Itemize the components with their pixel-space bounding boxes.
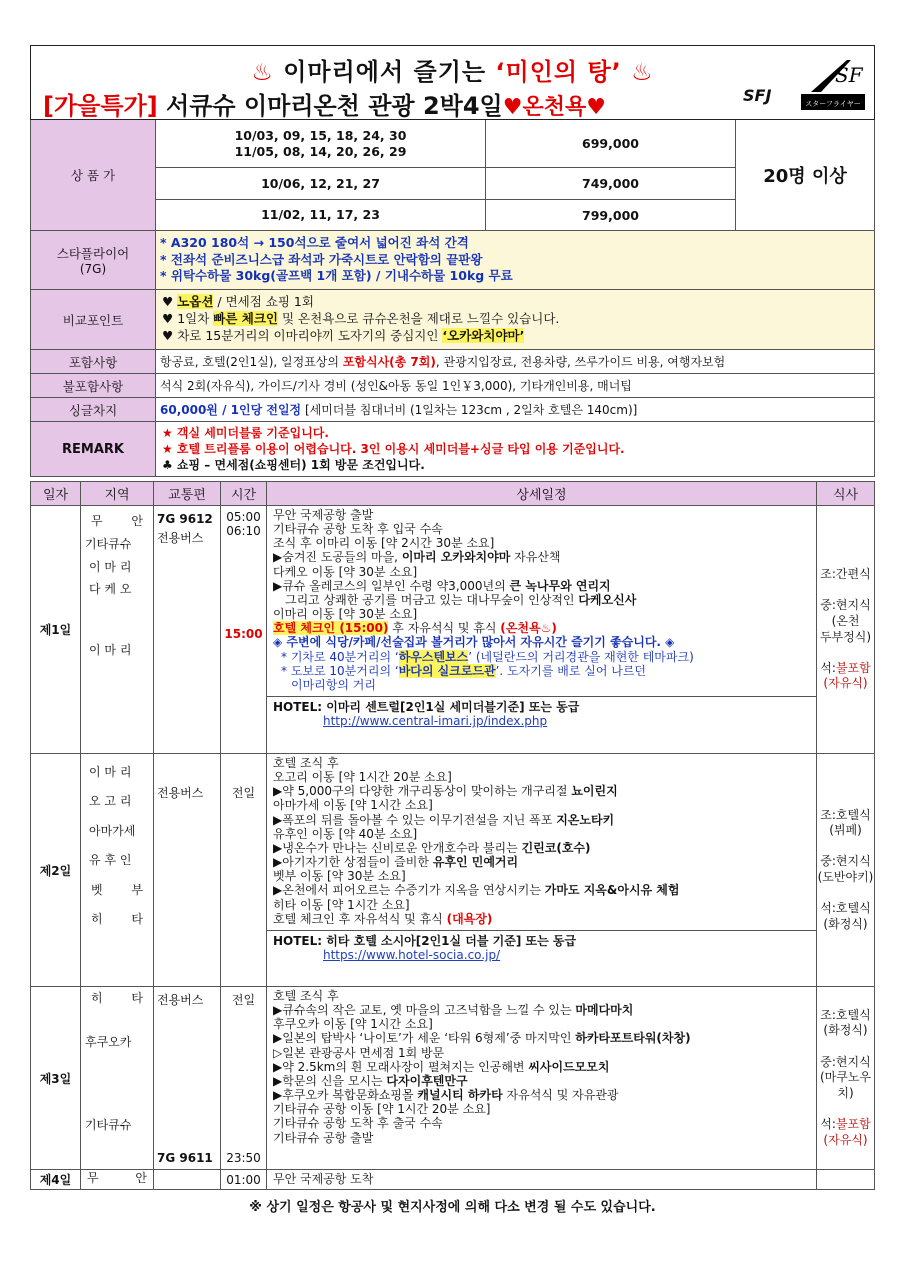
day2-regions: 이 마 리 오 고 리 아마가세 유 후 인 벳 부 히 타 [81,754,154,987]
col-meal: 식사 [817,482,875,506]
day1-hotel: HOTEL: 이마리 센트럴[2인1실 세미더블기준] 또는 동급 http://www.central-imari.jp/index.php [267,696,816,730]
day3-row: 제3일 히 타 후쿠오카 기타큐슈 전용버스 7G 9611 전일 23:50 호텔 조식 후 ▶큐슈속의 작은 교토, 옛 마을의 고즈넉함을 느낄 수 있는 마메다마치 후쿠오카 이동 [약 1시간 소요] ▶일본의 탑박사 ‘나이토’가 세운 ‘타워 6형제’중 마지막인 하카타포트타워(차창) ▷일본 관광공사 면세점 1회 방문 ▶약 2.5km의 흰 모래사장이 펼쳐지는 인공해변 씨사이드모모치 ▶학문의 신을 모시는 다자이후텐만구 ▶후쿠오카 복합문화쇼핑몰 캐널시티 하카타 자유석식 및 자유관광 기타큐슈 공항 이동 [약 1시간 20분 소요] 기타큐슈 공항 도착 후 출국 수속 기타큐슈 공항 출발 조:호텔식 (화정식) 중:현지식 (마쿠노우치) 석:불포함 (자유식) [31,987,875,1170]
price-amount-3: 799,000 [486,200,736,231]
day3-times: 전일 23:50 [221,987,267,1170]
starflyer-label: 스타플라이어 (7G) [31,231,156,290]
day4-row: 제4일 무 안 01:00 무안 국제공항 도착 [31,1170,875,1190]
price-amount-2: 749,000 [486,168,736,200]
day4-time: 01:00 [221,1170,267,1190]
included-label: 포함사항 [31,350,156,374]
remark-label: REMARK [31,422,156,477]
heart-icon: ♥ [162,311,174,327]
day4-details: 무안 국제공항 도착 [267,1170,817,1190]
hot-spring-icon: ♨ [251,58,274,86]
hot-spring-icon: ♨ [631,58,654,86]
remark-text: ★ 객실 세미더블룸 기준입니다. ★ 호텔 트리플룸 이용이 어렵습니다. 3인 이용시 세미더블+싱글 타입 이용 기준입니다. ♣ 쇼핑 – 면세점(쇼핑센터) 1회 방문 조건입니다. [156,422,875,477]
starflyer-details: * A320 180석 → 150석으로 줄여서 넓어진 좌석 간격 * 전좌석 준비즈니스급 좌석과 가죽시트로 안락함의 끝판왕 * 위탁수하물 30kg(골프백 1개 포함) / 기내수하물 10kg 무료 [156,231,875,290]
title-header [30,45,875,120]
day3-meals: 조:호텔식 (화정식) 중:현지식 (마쿠노우치) 석:불포함 (자유식) [817,987,875,1170]
day3-regions: 히 타 후쿠오카 기타큐슈 [81,987,154,1170]
product-info-table [30,119,875,477]
schedule-table [30,481,875,1190]
day2-time: 전일 [221,754,267,987]
title-line1: ♨ 이마리에서 즐기는 ‘미인의 탕’ ♨ [251,58,654,86]
starflyer-logo [801,58,865,110]
included-items: 항공료, 호텔(2인1실), 일정표상의 포함식사(총 7회), 관광지입장료, 전용차량, 쓰루가이드 비용, 여행자보험 [156,350,875,374]
brand-name: SFJ [743,86,772,105]
single-charge-label: 싱글차지 [31,398,156,422]
day2-details: 호텔 조식 후 오고리 이동 [약 1시간 20분 소요] ▶약 5,000구의 다양한 개구리동상이 맞이하는 개구리절 뇨이린지 아마가세 이동 [약 1시간 소요] ▶폭포의 뒤를 돌아볼 수 있는 이무기전설을 지닌 폭포 지온노타키 유후인 이동 [약 40분 소요] ▶냉온수가 만나는 신비로운 안개호수라 불리는 긴린코(호수) ▶아기자기한 상점들이 즐비한 유후인 민예거리 벳부 이동 [약 30분 소요] ▶온천에서 피어오르는 수증기가 지옥을 연상시키는 가마도 지옥&아시유 체험 히타 이동 [약 1시간 소요] 호텔 체크인 후 자유석식 및 휴식 (대욕장) HOTEL: 히타 호텔 소시아[2인1실 더블 기준] 또는 동급 https://www.hotel-socia.co.jp/ [267,754,817,987]
compare-points: ♥ 노옵션 / 면세점 쇼핑 1회 ♥ 1일차 빠른 체크인 및 온천욕으로 큐슈온천을 제대로 느낄수 있습니다. ♥ 차로 15분거리의 이마리야끼 도자기의 중심지인 ‘오카와치야마’ [156,290,875,350]
svg-text:スターフライヤー: スターフライヤー [805,100,861,108]
excluded-label: 불포함사항 [31,374,156,398]
day2-transport: 전용버스 [154,754,221,987]
excluded-items: 석식 2회(자유식), 가이드/기사 경비 (성인&아동 동일 1인￥3,000), 기타개인비용, 매너팁 [156,374,875,398]
day1-regions: 무 안 기타큐슈 이 마 리 다 케 오 이 마 리 [81,506,154,754]
day2-meals: 조:호텔식 (뷔페) 중:현지식 (도반야키) 석:호텔식 (화정식) [817,754,875,987]
day3-details: 호텔 조식 후 ▶큐슈속의 작은 교토, 옛 마을의 고즈넉함을 느낄 수 있는 마메다마치 후쿠오카 이동 [약 1시간 소요] ▶일본의 탑박사 ‘나이토’가 세운 ‘타워 6형제’중 마지막인 하카타포트타워(차창) ▷일본 관광공사 면세점 1회 방문 ▶약 2.5km의 흰 모래사장이 펼쳐지는 인공해변 씨사이드모모치 ▶학문의 신을 모시는 다자이후텐만구 ▶후쿠오카 복합문화쇼핑몰 캐널시티 하카타 자유석식 및 자유관광 기타큐슈 공항 이동 [약 1시간 20분 소요] 기타큐슈 공항 도착 후 출국 수속 기타큐슈 공항 출발 [267,987,817,1170]
heart-icon: ♥ [162,294,174,310]
price-dates-2: 10/06, 12, 21, 27 [156,168,486,200]
price-dates-1: 10/03, 09, 15, 18, 24, 30 11/05, 08, 14, 20, 26, 29 [156,120,486,168]
day2-hotel: HOTEL: 히타 호텔 소시아[2인1실 더블 기준] 또는 동급 https://www.hotel-socia.co.jp/ [267,930,816,964]
col-transport: 교통편 [154,482,221,506]
day1-transport: 7G 9612 전용버스 [154,506,221,754]
title-line2: [가을특가] 서큐슈 이마리온천 관광 2박4일♥온천욕♥ [43,92,606,120]
day4-region: 무 안 [81,1170,154,1190]
footer-note: ※ 상기 일정은 항공사 및 현지사정에 의해 다소 변경 될 수도 있습니다. [249,1200,656,1215]
minimum-pax: 20명 이상 [736,120,875,231]
single-charge: 60,000원 / 1인당 전일정 [세미더블 침대너비 (1일차는 123cm , 2일차 호텔은 140cm)] [156,398,875,422]
col-details: 상세일정 [267,482,817,506]
day2-row: 제2일 이 마 리 오 고 리 아마가세 유 후 인 벳 부 히 타 전용버스 전일 호텔 조식 후 오고리 이동 [약 1시간 20분 소요] ▶약 5,000구의 다양한 개구리동상이 맞이하는 개구리절 뇨이린지 아마가세 이동 [약 1시간 소요] ▶폭포의 뒤를 돌아볼 수 있는 이무기전설을 지닌 폭포 지온노타키 유후인 이동 [약 40분 소요] ▶냉온수가 만나는 신비로운 안개호수라 불리는 긴린코(호수) ▶아기자기한 상점들이 즐비한 유후인 민예거리 벳부 이동 [약 30분 소요] ▶온천에서 피어오르는 수증기가 지옥을 연상시키는 가마도 지옥&아시유 체험 히타 이동 [약 1시간 소요] 호텔 체크인 후 자유석식 및 휴식 (대욕장) HOTEL: 히타 호텔 소시아[2인1실 더블 기준] 또는 동급 https://www.hotel-socia.co.jp/ 조:호텔식 (뷔페) 중:현지식 (도반야키) 석:호텔식 (화정식) [31,754,875,987]
day1-row: 제1일 무 안 기타큐슈 이 마 리 다 케 오 이 마 리 7G 9612 전용버스 05:00 06:10 15:00 무안 국제공항 출발 기타큐슈 공항 도착 후 입국 수속 조식 후 이마리 이동 [약 2시간 30분 소요] ▶숨겨진 도공들의 마을, 이마리 오카와치야마 자유산책 다케오 이동 [약 30분 소요] ▶큐슈 올레코스의 일부인 수령 약3,000년의 큰 녹나무와 연리지 그리고 상쾌한 공기를 머금고 있는 대나무숲이 인상적인 다케오신사 이마리 이동 [약 30분 소요] 호텔 체크인 (15:00) 후 자유석식 및 휴식 (온천욕♨) ◈ 주변에 식당/카페/선술집과 볼거리가 많아서 자유시간 즐기기 좋습니다. ◈ * 기차로 40분거리의 ‘하우스텐보스’ (네덜란드의 거리경관을 재현한 테마파크) * 도보로 10분거리의 ‘바다의 실크로드관’. 도자기를 배로 실어 나르던 이마리항의 거리 HOTEL: 이마리 센트럴[2인1실 세미더블기준] 또는 동급 http://www.central-imari.jp/index.php 조:간편식 중:현지식 (온천 두부정식) 석:불포함 (자유식) [31,506,875,754]
day1-details: 무안 국제공항 출발 기타큐슈 공항 도착 후 입국 수속 조식 후 이마리 이동 [약 2시간 30분 소요] ▶숨겨진 도공들의 마을, 이마리 오카와치야마 자유산책 다케오 이동 [약 30분 소요] ▶큐슈 올레코스의 일부인 수령 약3,000년의 큰 녹나무와 연리지 그리고 상쾌한 공기를 머금고 있는 대나무숲이 인상적인 다케오신사 이마리 이동 [약 30분 소요] 호텔 체크인 (15:00) 후 자유석식 및 휴식 (온천욕♨) ◈ 주변에 식당/카페/선술집과 볼거리가 많아서 자유시간 즐기기 좋습니다. ◈ * 기차로 40분거리의 ‘하우스텐보스’ (네덜란드의 거리경관을 재현한 테마파크) * 도보로 10분거리의 ‘바다의 실크로드관’. 도자기를 배로 실어 나르던 이마리항의 거리 HOTEL: 이마리 센트럴[2인1실 세미더블기준] 또는 동급 http://www.central-imari.jp/index.php [267,506,817,754]
col-region: 지역 [81,482,154,506]
col-time: 시간 [221,482,267,506]
day3-transport: 전용버스 7G 9611 [154,987,221,1170]
heart-icon: ♥ [162,327,174,343]
price-amount-1: 699,000 [486,120,736,168]
day1-meals: 조:간편식 중:현지식 (온천 두부정식) 석:불포함 (자유식) [817,506,875,754]
price-dates-3: 11/02, 11, 17, 23 [156,200,486,231]
day1-hotel-link[interactable]: http://www.central-imari.jp/index.php [323,714,548,729]
day2-hotel-link[interactable]: https://www.hotel-socia.co.jp/ [323,948,501,963]
col-day: 일자 [31,482,81,506]
compare-label: 비교포인트 [31,290,156,350]
day1-times: 05:00 06:10 15:00 [221,506,267,754]
svg-text:SF: SF [835,63,863,87]
price-label: 상 품 가 [31,120,156,231]
